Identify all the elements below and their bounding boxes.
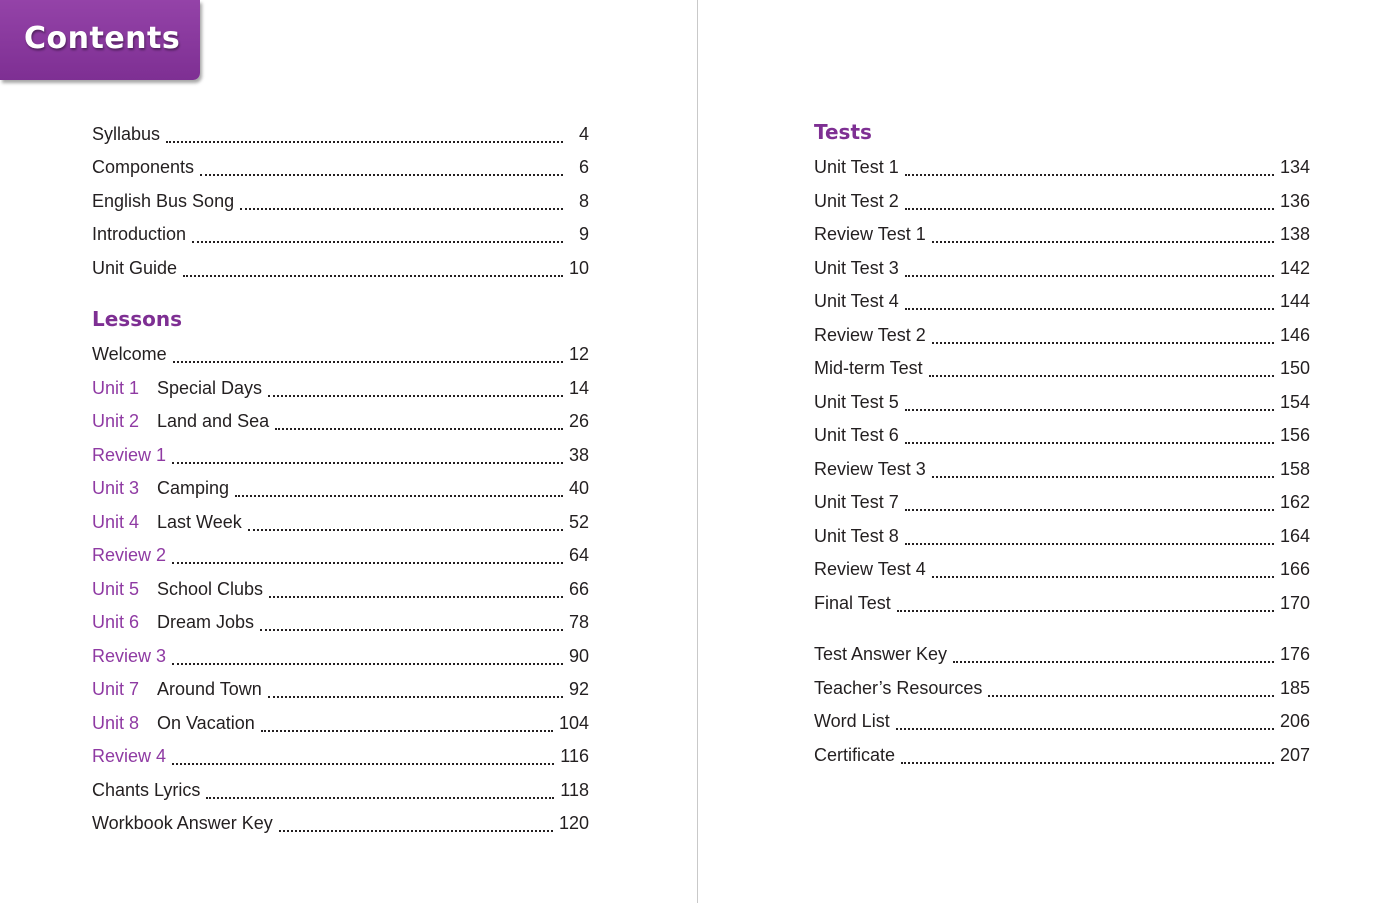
toc-page-number: 176 bbox=[1279, 644, 1310, 664]
dot-leader bbox=[905, 489, 1274, 511]
toc-entry[interactable] bbox=[92, 777, 589, 803]
toc-entry-title: Camping bbox=[157, 478, 230, 498]
dot-leader bbox=[268, 676, 563, 698]
toc-entry-title: Unit Test 8 bbox=[814, 525, 899, 546]
toc-entry-title: Last Week bbox=[157, 511, 242, 532]
toc-entry-title: Unit Test 2 bbox=[814, 190, 899, 211]
toc-page-number: 10 bbox=[568, 257, 589, 278]
toc-entry-title: Unit Guide bbox=[92, 257, 178, 278]
dot-leader bbox=[988, 675, 1274, 697]
toc-entry[interactable] bbox=[92, 643, 589, 669]
toc-entry[interactable] bbox=[92, 375, 589, 401]
dot-leader bbox=[240, 188, 563, 210]
toc-entry-title: Review Test 1 bbox=[814, 224, 926, 244]
toc-entry-title: School Clubs bbox=[157, 578, 264, 599]
dot-leader bbox=[172, 442, 563, 464]
toc-entry[interactable] bbox=[92, 341, 589, 367]
toc-entry[interactable] bbox=[814, 389, 1310, 415]
dot-leader bbox=[260, 609, 563, 631]
dot-leader bbox=[192, 221, 563, 243]
toc-entry[interactable] bbox=[92, 255, 589, 281]
toc-unit-label: Unit 2 bbox=[92, 411, 140, 431]
toc-unit-label: Unit 3 bbox=[92, 478, 140, 498]
dot-leader bbox=[905, 523, 1274, 545]
toc-entry-title: Certificate bbox=[814, 744, 896, 765]
lessons-heading: Lessons bbox=[92, 307, 182, 331]
toc-entry-title: Around Town bbox=[157, 679, 262, 699]
toc-page-number: 207 bbox=[1279, 744, 1310, 765]
toc-page-number: 142 bbox=[1279, 257, 1310, 278]
toc-entry[interactable] bbox=[92, 542, 589, 568]
dot-leader bbox=[932, 322, 1274, 344]
dot-leader bbox=[183, 255, 563, 277]
toc-entry[interactable] bbox=[92, 121, 589, 147]
toc-page-number: 4 bbox=[578, 124, 589, 144]
toc-page-number: 185 bbox=[1279, 677, 1310, 698]
toc-entry-title: Unit Test 7 bbox=[814, 492, 899, 512]
toc-entry[interactable] bbox=[814, 590, 1310, 616]
toc-page-number: 206 bbox=[1279, 711, 1310, 731]
toc-unit-label: Review 3 bbox=[92, 645, 167, 666]
toc-entry[interactable] bbox=[814, 675, 1310, 701]
toc-page-number: 144 bbox=[1279, 291, 1310, 311]
toc-entry[interactable] bbox=[814, 422, 1310, 448]
toc-unit-label: Unit 1 bbox=[92, 377, 140, 398]
toc-unit-label: Unit 4 bbox=[92, 511, 140, 532]
dot-leader bbox=[206, 777, 554, 799]
toc-page-number: 170 bbox=[1279, 592, 1310, 613]
dot-leader bbox=[200, 154, 563, 176]
toc-page-number: 26 bbox=[568, 411, 589, 431]
toc-page-number: 158 bbox=[1279, 458, 1310, 479]
dot-leader bbox=[235, 475, 563, 497]
dot-leader bbox=[932, 556, 1274, 578]
dot-leader bbox=[932, 456, 1274, 478]
dot-leader bbox=[261, 710, 553, 732]
toc-page-number: 154 bbox=[1279, 391, 1310, 412]
toc-entry[interactable] bbox=[92, 609, 589, 635]
toc-page-number: 40 bbox=[568, 478, 589, 498]
dot-leader bbox=[268, 375, 563, 397]
toc-entry[interactable] bbox=[92, 154, 589, 180]
toc-unit-label: Review 2 bbox=[92, 545, 167, 565]
toc-page-number: 134 bbox=[1279, 157, 1310, 177]
toc-entry[interactable] bbox=[814, 322, 1310, 348]
toc-page-number: 164 bbox=[1279, 525, 1310, 546]
toc-page-number: 66 bbox=[568, 578, 589, 599]
toc-entry[interactable] bbox=[814, 641, 1310, 667]
toc-entry-title: English Bus Song bbox=[92, 190, 235, 211]
toc-entry-title: Unit Test 1 bbox=[814, 157, 899, 177]
toc-entry[interactable] bbox=[814, 742, 1310, 768]
toc-page-number: 9 bbox=[578, 224, 589, 245]
toc-page-number: 90 bbox=[568, 645, 589, 666]
toc-page-number: 150 bbox=[1279, 358, 1310, 378]
toc-entry-title: On Vacation bbox=[157, 712, 255, 733]
toc-unit-label: Unit 5 bbox=[92, 578, 140, 599]
toc-entry[interactable] bbox=[92, 810, 589, 836]
toc-unit-label: Unit 8 bbox=[92, 712, 140, 733]
toc-entry-title: Word List bbox=[814, 711, 890, 731]
page-gutter-divider bbox=[697, 0, 698, 903]
toc-entry-title: Unit Test 4 bbox=[814, 291, 899, 311]
toc-page-number: 136 bbox=[1279, 190, 1310, 211]
toc-entry[interactable] bbox=[814, 255, 1310, 281]
dot-leader bbox=[172, 542, 563, 564]
dot-leader bbox=[897, 590, 1274, 612]
tests-heading: Tests bbox=[814, 120, 872, 144]
toc-page-number: 38 bbox=[568, 444, 589, 465]
page-title: Contents bbox=[24, 21, 181, 56]
toc-entry[interactable] bbox=[92, 576, 589, 602]
toc-page-number: 146 bbox=[1279, 324, 1310, 345]
dot-leader bbox=[901, 742, 1274, 764]
dot-leader bbox=[166, 121, 563, 143]
toc-entry[interactable] bbox=[814, 188, 1310, 214]
toc-entry[interactable] bbox=[814, 556, 1310, 582]
toc-page-number: 64 bbox=[568, 545, 589, 565]
toc-entry[interactable] bbox=[92, 188, 589, 214]
toc-entry[interactable] bbox=[92, 221, 589, 247]
toc-entry[interactable] bbox=[92, 475, 589, 501]
toc-entry-title: Unit Test 6 bbox=[814, 425, 899, 445]
dot-leader bbox=[953, 641, 1274, 663]
toc-entry[interactable] bbox=[814, 288, 1310, 314]
toc-entry-title: Introduction bbox=[92, 224, 187, 245]
toc-entry[interactable] bbox=[92, 442, 589, 468]
toc-unit-label: Review 1 bbox=[92, 444, 167, 465]
toc-entry-title: Test Answer Key bbox=[814, 644, 948, 664]
toc-entry-title: Syllabus bbox=[92, 124, 161, 144]
dot-leader bbox=[905, 255, 1274, 277]
dot-leader bbox=[279, 810, 553, 832]
dot-leader bbox=[905, 288, 1274, 310]
toc-page-number: 118 bbox=[560, 779, 589, 800]
toc-page-number: 52 bbox=[568, 511, 589, 532]
toc-unit-label: Unit 6 bbox=[92, 612, 140, 632]
dot-leader bbox=[905, 422, 1274, 444]
dot-leader bbox=[173, 341, 563, 363]
dot-leader bbox=[275, 408, 563, 430]
toc-entry[interactable] bbox=[92, 509, 589, 535]
toc-entry[interactable] bbox=[92, 676, 589, 702]
toc-page-number: 162 bbox=[1279, 492, 1310, 512]
dot-leader bbox=[172, 643, 563, 665]
toc-entry-title: Workbook Answer Key bbox=[92, 813, 273, 833]
toc-entry-title: Land and Sea bbox=[157, 411, 270, 431]
toc-entry[interactable] bbox=[814, 221, 1310, 247]
dot-leader bbox=[905, 188, 1274, 210]
toc-entry-title: Final Test bbox=[814, 592, 891, 613]
toc-entry-title: Special Days bbox=[157, 377, 263, 398]
dot-leader bbox=[932, 221, 1274, 243]
toc-page-number: 78 bbox=[568, 612, 589, 632]
toc-page-number: 116 bbox=[560, 746, 589, 766]
toc-entry[interactable] bbox=[92, 710, 589, 736]
toc-entry[interactable] bbox=[92, 743, 589, 769]
toc-page-number: 138 bbox=[1279, 224, 1310, 244]
dot-leader bbox=[905, 154, 1274, 176]
toc-entry-title: Welcome bbox=[92, 344, 167, 364]
toc-entry[interactable] bbox=[814, 523, 1310, 549]
toc-entry-title: Chants Lyrics bbox=[92, 779, 201, 800]
toc-page-number: 14 bbox=[568, 377, 589, 398]
toc-entry-title: Components bbox=[92, 157, 195, 178]
toc-entry[interactable] bbox=[814, 489, 1310, 515]
toc-entry-title: Unit Test 3 bbox=[814, 257, 899, 278]
dot-leader bbox=[172, 743, 554, 765]
toc-entry[interactable] bbox=[814, 708, 1310, 734]
toc-entry-title: Unit Test 5 bbox=[814, 391, 899, 412]
toc-unit-label: Review 4 bbox=[92, 746, 167, 766]
toc-entry-title: Teacher’s Resources bbox=[814, 677, 983, 698]
dot-leader bbox=[929, 355, 1274, 377]
dot-leader bbox=[248, 509, 563, 531]
left-column bbox=[92, 0, 589, 903]
toc-page-number: 120 bbox=[558, 813, 589, 833]
toc-entry[interactable] bbox=[814, 355, 1310, 381]
toc-page-number: 156 bbox=[1279, 425, 1310, 445]
toc-unit-label: Unit 7 bbox=[92, 679, 140, 699]
toc-entry[interactable] bbox=[814, 154, 1310, 180]
toc-page-number: 12 bbox=[568, 344, 589, 364]
toc-page-number: 8 bbox=[578, 190, 589, 211]
dot-leader bbox=[905, 389, 1274, 411]
toc-entry-title: Review Test 2 bbox=[814, 324, 926, 345]
toc-page-number: 104 bbox=[558, 712, 589, 733]
toc-entry-title: Mid-term Test bbox=[814, 358, 923, 378]
toc-page-number: 92 bbox=[568, 679, 589, 699]
toc-entry-title: Review Test 3 bbox=[814, 458, 926, 479]
toc-page-number: 6 bbox=[578, 157, 589, 178]
toc-page-number: 166 bbox=[1279, 559, 1310, 579]
toc-entry[interactable] bbox=[814, 456, 1310, 482]
toc-entry-title: Dream Jobs bbox=[157, 612, 255, 632]
toc-entry-title: Review Test 4 bbox=[814, 559, 926, 579]
right-column bbox=[814, 0, 1310, 903]
dot-leader bbox=[896, 708, 1274, 730]
toc-entry[interactable] bbox=[92, 408, 589, 434]
dot-leader bbox=[269, 576, 563, 598]
